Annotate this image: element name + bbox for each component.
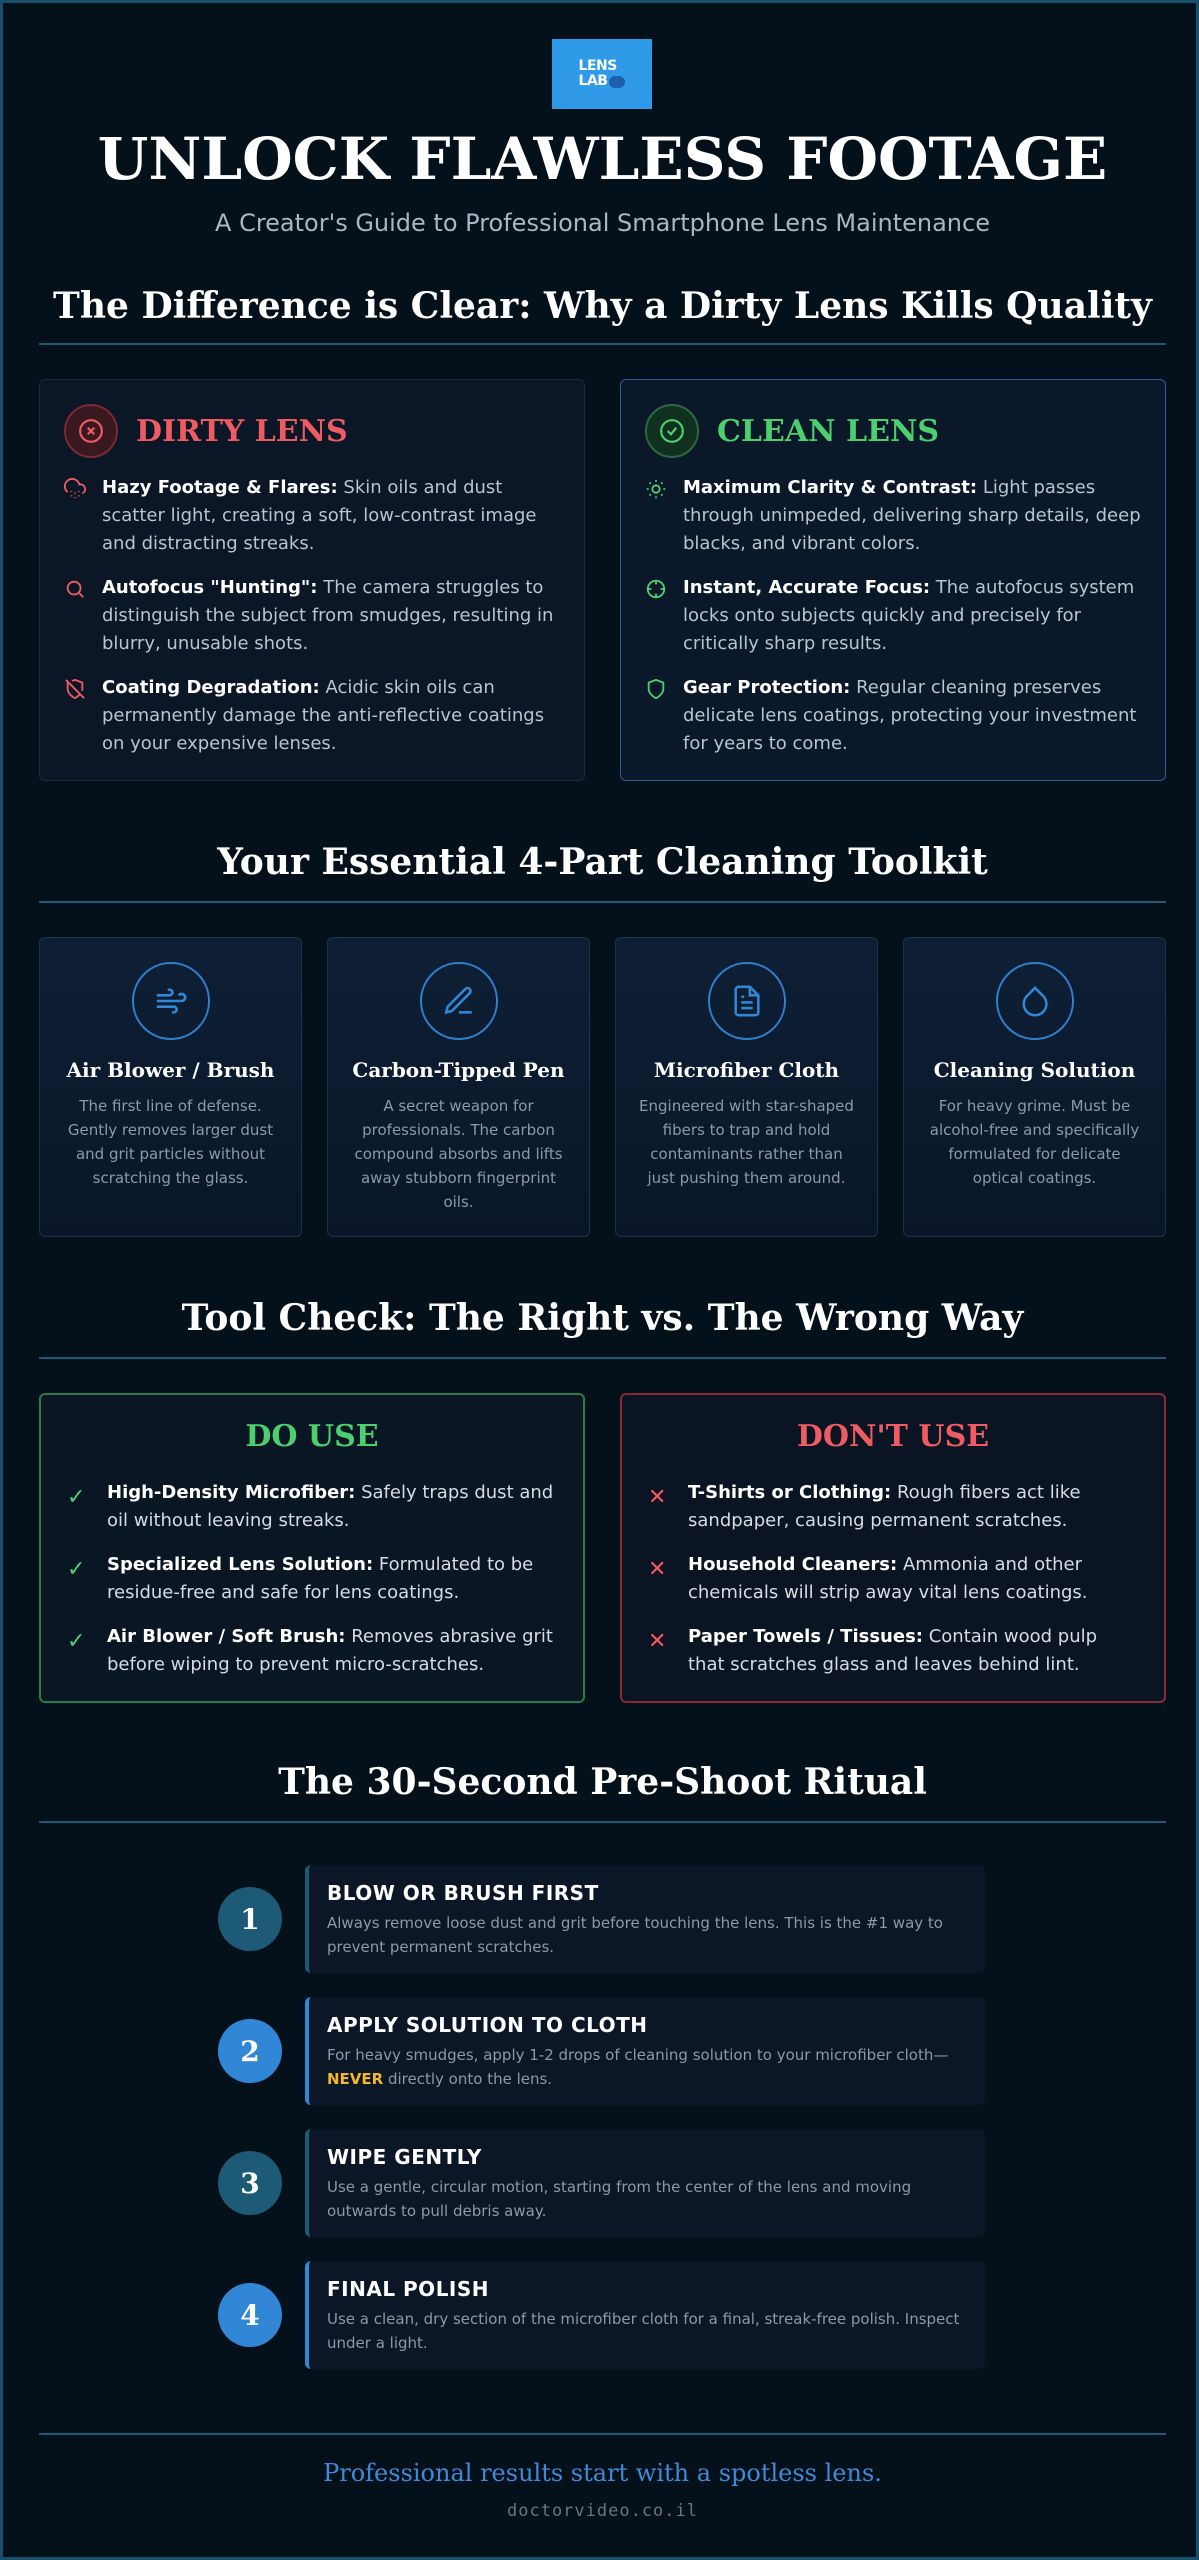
logo-line-2: LAB <box>578 73 608 89</box>
step-description: Use a gentle, circular motion, starting from the center of the lens and moving outwards to pull debris away. <box>327 2178 912 2220</box>
item-heading: Specialized Lens Solution: <box>107 1554 374 1575</box>
footer-tagline: Professional results start with a spotless lens. <box>323 2459 882 2487</box>
step-description: Use a clean, dry section of the microfiber cloth for a final, streak-free polish. Inspect under a light. <box>327 2310 960 2352</box>
step-title: BLOW OR BRUSH FIRST <box>327 1881 599 1905</box>
section-divider <box>39 901 1166 903</box>
item-text: Safely traps dust and oil without leaving streaks. <box>107 1482 554 1531</box>
check-icon: ✓ <box>67 1557 86 1582</box>
dont-use-item <box>648 1623 1138 1679</box>
item-heading: Paper Towels / Tissues: <box>688 1626 923 1647</box>
dirty-feature-item <box>64 574 564 658</box>
lens-lab-logo <box>552 39 652 109</box>
step-card <box>305 1865 985 1973</box>
tool-card-solution <box>903 937 1166 1237</box>
feature-text: Acidic skin oils can permanently damage the anti-reflective coatings on your expensive lenses. <box>102 677 545 754</box>
dirty-feature-item <box>64 474 564 558</box>
item-text: Ammonia and other chemicals will strip away vital lens coatings. <box>688 1554 1088 1603</box>
logo-lens-icon <box>609 76 625 88</box>
do-use-title: DO USE <box>245 1419 379 1454</box>
item-heading: Air Blower / Soft Brush: <box>107 1626 346 1647</box>
dont-use-box <box>620 1393 1166 1703</box>
tool-name: Carbon-Tipped Pen <box>352 1058 565 1082</box>
section-divider <box>39 343 1166 345</box>
dont-use-title: DON'T USE <box>796 1419 990 1454</box>
check-circle-icon <box>645 404 699 458</box>
check-icon: ✓ <box>67 1629 86 1654</box>
feature-heading: Autofocus "Hunting": <box>102 577 318 598</box>
feature-text: Regular cleaning preserves delicate lens coatings, protecting your investment for years to come. <box>683 677 1137 754</box>
feature-text: Skin oils and dust scatter light, creating a soft, low-contrast image and distracting streaks. <box>102 477 537 554</box>
item-heading: High-Density Microfiber: <box>107 1482 356 1503</box>
step-title: WIPE GENTLY <box>327 2145 482 2169</box>
step-title: APPLY SOLUTION TO CLOTH <box>327 2013 648 2037</box>
shield-icon <box>645 674 669 758</box>
clean-lens-title: CLEAN LENS <box>717 413 940 449</box>
check-icon: ✓ <box>67 1485 86 1510</box>
logo-line-1: LENS <box>578 58 617 74</box>
step-number: 2 <box>218 2019 282 2083</box>
tool-description: Engineered with star-shaped fibers to trap and hold contaminants rather than just pushing them around. <box>639 1097 854 1187</box>
step-card <box>305 2261 985 2369</box>
x-icon: ✕ <box>648 1629 667 1654</box>
step-card <box>305 1997 985 2105</box>
feature-heading: Gear Protection: <box>683 677 851 698</box>
step-title: FINAL POLISH <box>327 2277 490 2301</box>
step-description: Always remove loose dust and grit before touching the lens. This is the #1 way to prevent permanent scratches. <box>327 1914 943 1956</box>
tool-name: Microfiber Cloth <box>653 1058 840 1082</box>
step-number: 1 <box>218 1887 282 1951</box>
do-use-item <box>67 1623 557 1679</box>
tool-name: Cleaning Solution <box>933 1058 1136 1082</box>
step-description-text: directly onto the lens. <box>383 2070 553 2088</box>
step-description-text: For heavy smudges, apply 1-2 drops of cleaning solution to your microfiber cloth— <box>327 2046 949 2064</box>
section-title-toolcheck: Tool Check: The Right vs. The Wrong Way <box>181 1297 1024 1339</box>
item-heading: Household Cleaners: <box>688 1554 898 1575</box>
tool-description: A secret weapon for professionals. The carbon compound absorbs and lifts away stubborn fingerprint oils. <box>354 1097 563 1211</box>
dont-use-item <box>648 1479 1138 1535</box>
feature-heading: Maximum Clarity & Contrast: <box>683 477 978 498</box>
clean-feature-item <box>645 474 1145 558</box>
feature-heading: Hazy Footage & Flares: <box>102 477 338 498</box>
never-highlight: NEVER <box>327 2070 384 2088</box>
document-icon <box>708 962 786 1040</box>
wind-icon <box>132 962 210 1040</box>
clean-feature-item <box>645 674 1145 758</box>
do-use-item <box>67 1551 557 1607</box>
feature-heading: Instant, Accurate Focus: <box>683 577 931 598</box>
tool-card-carbon-pen <box>327 937 590 1237</box>
rain-cloud-icon <box>64 474 88 558</box>
dirty-lens-title: DIRTY LENS <box>136 413 348 449</box>
dont-use-item <box>648 1551 1138 1607</box>
x-circle-icon <box>64 404 118 458</box>
tool-card-air-blower <box>39 937 302 1237</box>
section-title-difference: The Difference is Clear: Why a Dirty Lens Kills Quality <box>53 285 1152 327</box>
page-title: UNLOCK FLAWLESS FOOTAGE <box>97 125 1108 193</box>
x-icon: ✕ <box>648 1485 667 1510</box>
section-divider <box>39 1357 1166 1359</box>
feature-text: The camera struggles to distinguish the subject from smudges, resulting in blurry, unusable shots. <box>102 577 554 654</box>
section-divider <box>39 1821 1166 1823</box>
tool-card-microfiber <box>615 937 878 1237</box>
item-heading: T-Shirts or Clothing: <box>688 1482 892 1503</box>
droplet-icon <box>996 962 1074 1040</box>
tool-name: Air Blower / Brush <box>66 1058 275 1082</box>
item-text: Removes abrasive grit before wiping to prevent micro-scratches. <box>107 1626 553 1675</box>
feature-heading: Coating Degradation: <box>102 677 320 698</box>
clean-lens-card <box>620 379 1166 781</box>
dirty-lens-card <box>39 379 585 781</box>
section-title-ritual: The 30-Second Pre-Shoot Ritual <box>278 1761 927 1803</box>
do-use-item <box>67 1479 557 1535</box>
footer-url[interactable]: doctorvideo.co.il <box>507 2501 698 2521</box>
feature-text: Light passes through unimpeded, delivering sharp details, deep blacks, and vibrant colors. <box>683 477 1141 554</box>
item-text: Formulated to be residue-free and safe for lens coatings. <box>107 1554 534 1603</box>
x-icon: ✕ <box>648 1557 667 1582</box>
step-number: 4 <box>218 2283 282 2347</box>
feature-text: The autofocus system locks onto subjects quickly and precisely for critically sharp results. <box>683 577 1135 654</box>
step-card <box>305 2129 985 2237</box>
search-icon <box>64 574 88 658</box>
footer-divider <box>39 2433 1166 2435</box>
clean-feature-item <box>645 574 1145 658</box>
shield-off-icon <box>64 674 88 758</box>
section-title-toolkit: Your Essential 4-Part Cleaning Toolkit <box>217 841 988 883</box>
item-text: Contain wood pulp that scratches glass and leaves behind lint. <box>688 1626 1098 1675</box>
dirty-feature-item <box>64 674 564 758</box>
do-use-box <box>39 1393 585 1703</box>
page-subtitle: A Creator's Guide to Professional Smartphone Lens Maintenance <box>215 209 990 237</box>
tool-description: For heavy grime. Must be alcohol-free and specifically formulated for delicate optical coatings. <box>929 1097 1140 1187</box>
sun-icon <box>645 474 669 558</box>
crosshair-icon <box>645 574 669 658</box>
item-text: Rough fibers act like sandpaper, causing permanent scratches. <box>688 1482 1081 1531</box>
pen-icon <box>420 962 498 1040</box>
step-description <box>327 2043 967 2091</box>
step-number: 3 <box>218 2151 282 2215</box>
tool-description: The first line of defense. Gently removes larger dust and grit particles without scratching the glass. <box>67 1097 274 1187</box>
